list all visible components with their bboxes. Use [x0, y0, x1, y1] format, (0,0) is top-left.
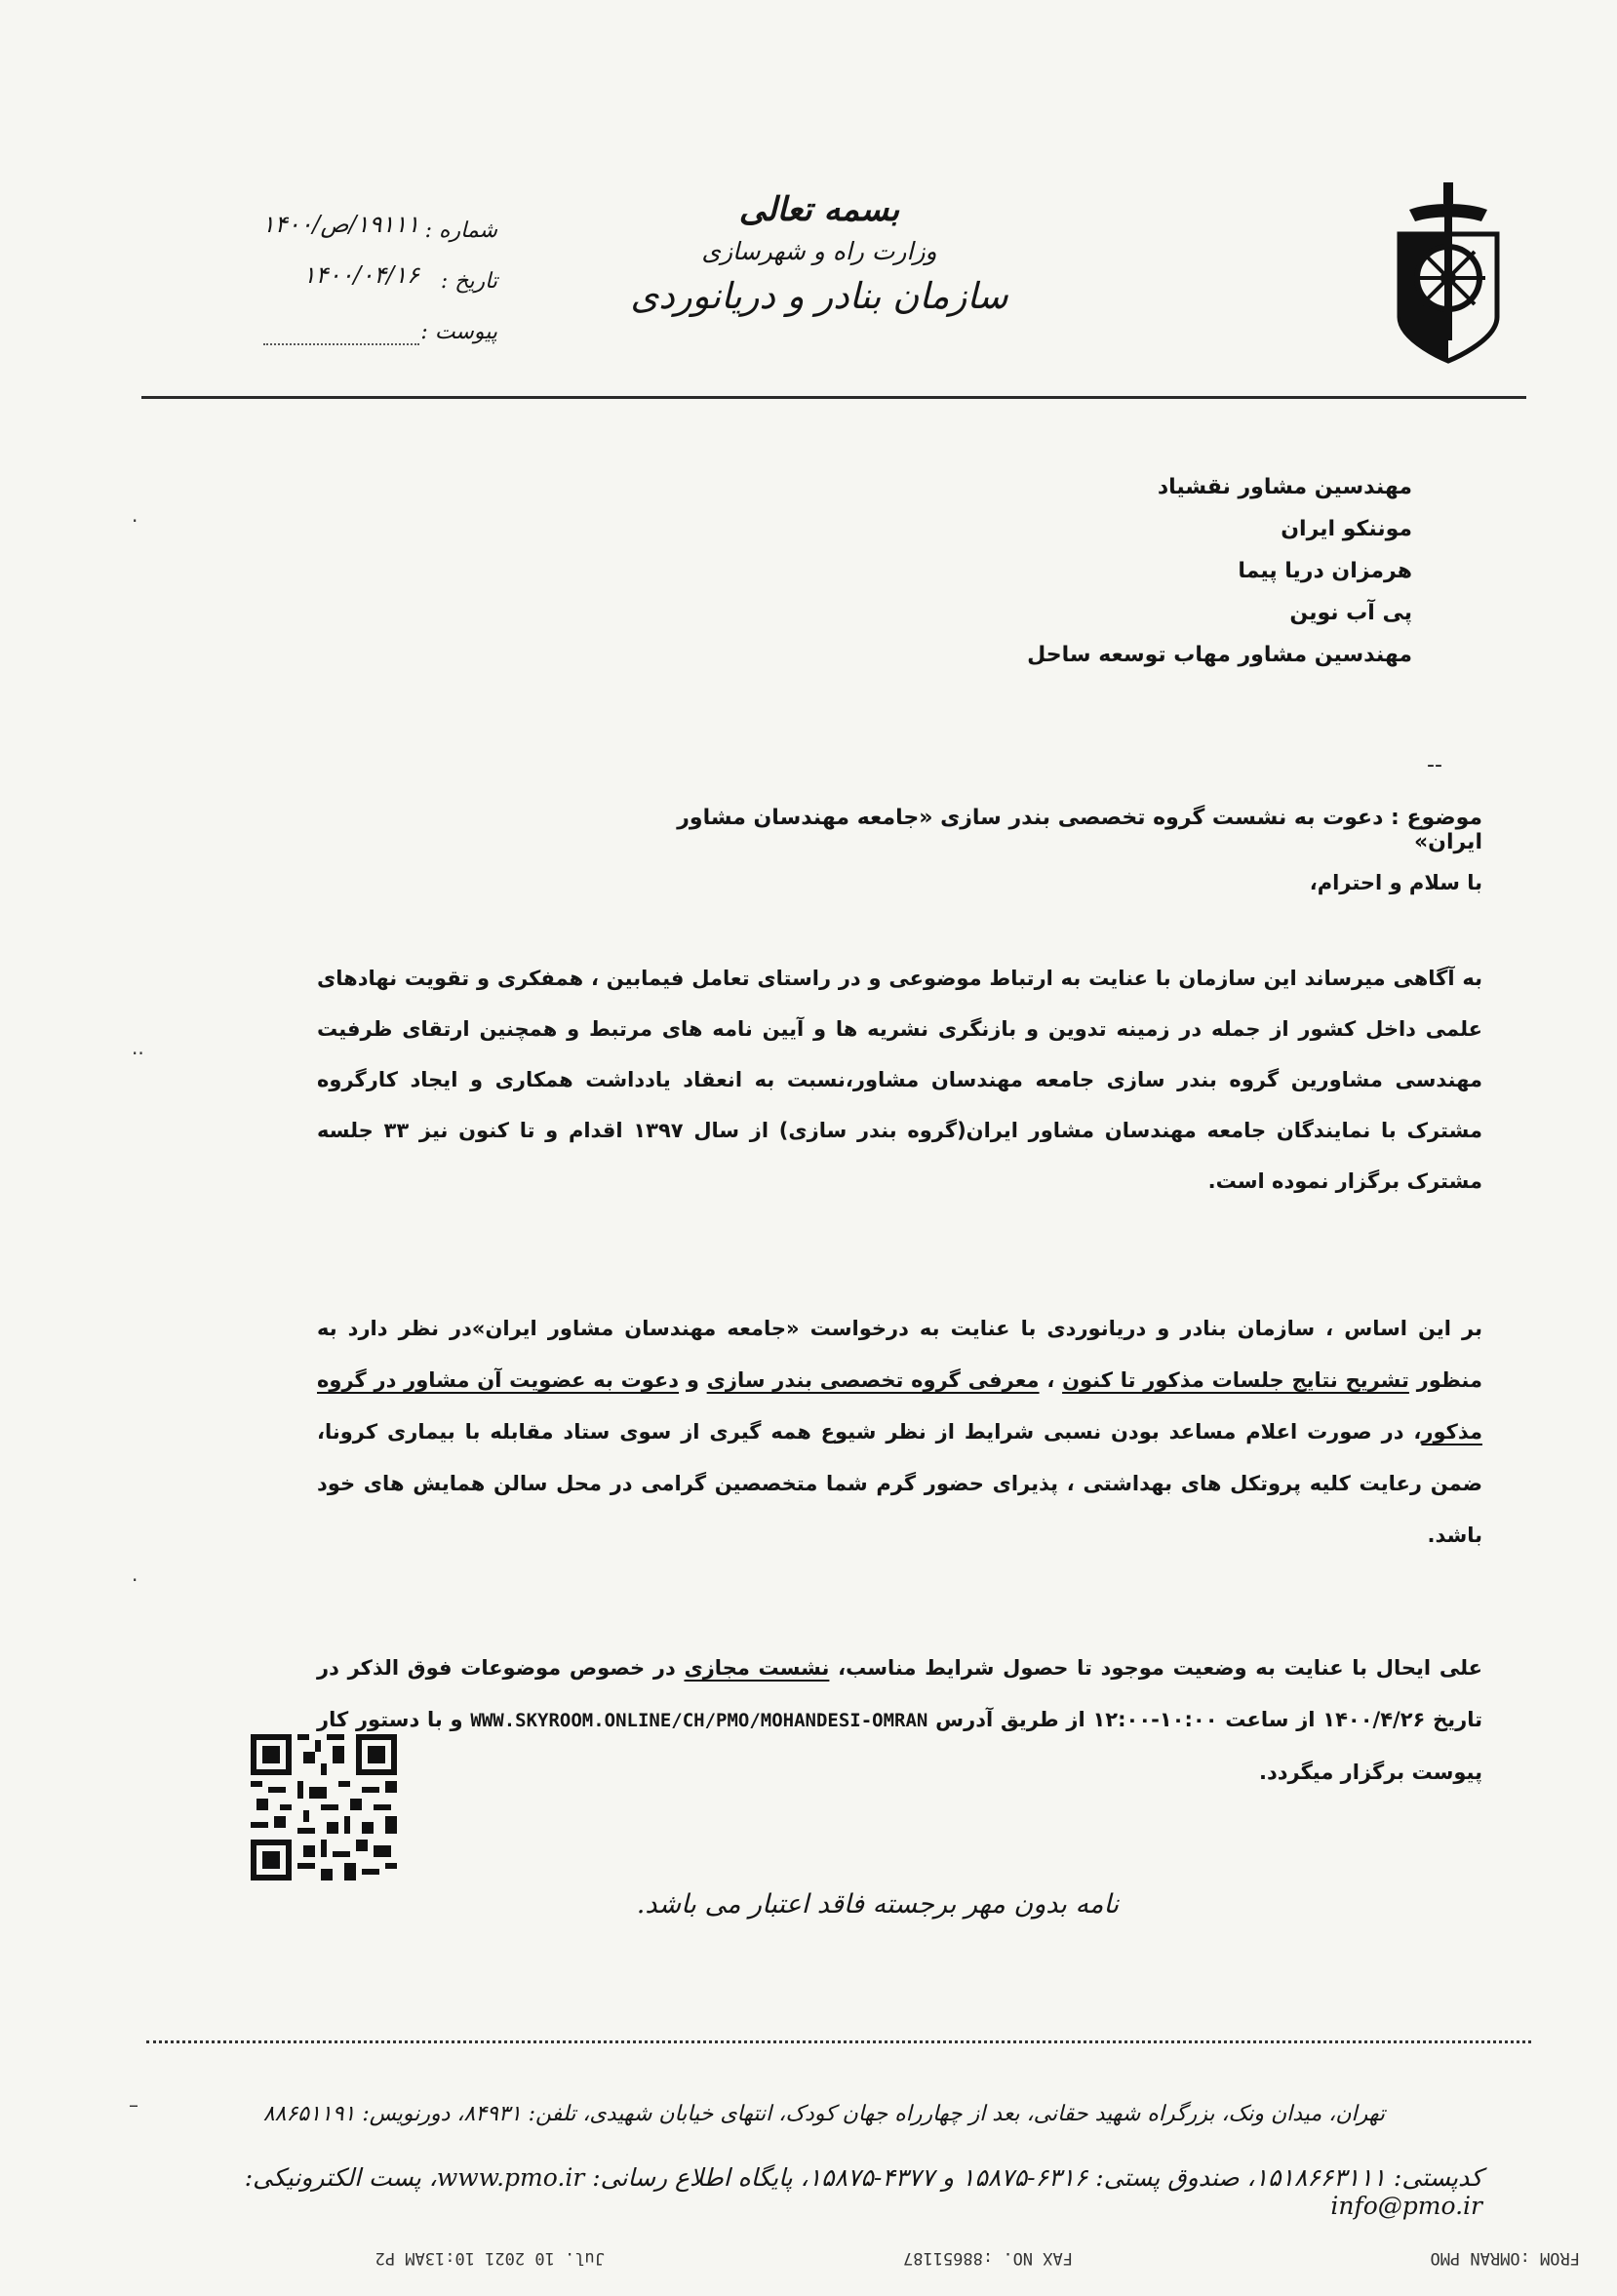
recipient-item: مهندسین مشاور مهاب توسعه ساحل: [1027, 643, 1412, 667]
date-value: ۱۴۰۰/۰۴/۱۶: [302, 261, 419, 289]
number-label: شماره :: [424, 218, 497, 243]
recipient-item: مهندسین مشاور نقشیاد: [1157, 475, 1412, 499]
fax-from: FROM :OMRAN PMO: [1430, 2248, 1580, 2268]
greeting: با سلام و احترام،: [1309, 871, 1482, 894]
underlined-text: معرفی گروه تخصصی بندر سازی: [706, 1368, 1040, 1392]
date-row: [224, 257, 497, 308]
footer-address: تهران، میدان ونک، بزرگراه شهید حقانی، بعد از چهارراه جهان کودک، انتهای خیابان شهیدی، تلفن: ۸۴۹۳۱، دورنویس: ۸۸۶۵۱۱۹۱: [262, 2102, 1385, 2126]
separator-dash: --: [1427, 753, 1442, 777]
paragraph-text: علی ایحال با عنایت به وضعیت موجود تا حصول شرایط مناسب،: [829, 1656, 1482, 1680]
qr-code: [251, 1734, 397, 1880]
anchor-logo-icon: [1390, 180, 1507, 366]
paragraph-text: ، در صورت اعلام مساعد بودن نسبی شرایط از نظر شیوع همه گیری از سوی ستاد مقابله با بیماری کرونا، ضمن رعایت کلیه پروتکل های بهداشتی ، پذیرای حضور گرم شما متخصصین گرامی در محل سالن همایش های خود باشد.: [317, 1420, 1482, 1547]
binder-mark: –: [129, 2093, 138, 2117]
ministry-name: وزارت راه و شهرسازی: [701, 237, 937, 265]
fax-date: Jul. 10 2021 10:13AM P2: [375, 2248, 605, 2268]
bismillah: بسمه تعالی: [738, 190, 900, 229]
meeting-url: WWW.SKYROOM.ONLINE/CH/PMO/MOHANDESI-OMRAN: [470, 1710, 928, 1731]
paragraph-text: ،: [1039, 1368, 1063, 1392]
attachment-dots: [263, 343, 419, 345]
underlined-text: تشریح نتایج جلسات مذکور تا کنون: [1062, 1368, 1409, 1392]
binder-mark: ·: [132, 509, 138, 533]
footer-divider: [146, 2040, 1531, 2043]
fax-number: FAX NO. :88651187: [903, 2248, 1073, 2268]
body-paragraph-2: [317, 1303, 1482, 1562]
footer-contact: کدپستی: ۱۵۱۸۶۶۳۱۱۱، صندوق پستی: ۶۳۱۶-۱۵۸۷۵ و ۴۳۷۷-۱۵۸۷۵، پایگاه اطلاع رسانی: www.pmo.ir، پست الکترونیکی: info@pmo.ir: [244, 2163, 1482, 2220]
attachment-label: پیوست :: [420, 320, 497, 344]
date-label: تاریخ :: [440, 269, 497, 294]
binder-mark: ··: [132, 1042, 144, 1065]
body-paragraph-1: به آگاهی میرساند این سازمان با عنایت به ارتباط موضوعی و در راستای تعامل فیمابین ، همفکری و تقویت نهادهای علمی داخل کشور از جمله در زمینه تدوین و بازنگری نشریه ها و آیین نامه های مرتبط و همچنین ارتقای ظرفیت مهندسی مشاورین گروه بندر سازی جامعه مهندسان مشاور،نسبت به انعقاد یادداشت همکاری و ایجاد کارگروه مشترک با نمایندگان جامعه مهندسان مشاور ایران(گروه بندر سازی) از سال ۱۳۹۷ اقدام و تا کنون نیز ۳۳ جلسه مشترک برگزار نموده است.: [317, 967, 1482, 1193]
letter-meta: [224, 207, 497, 359]
number-row: [224, 207, 497, 257]
paragraph-text: و: [679, 1368, 707, 1392]
recipient-item: پی آب نوین: [1289, 601, 1412, 625]
attachment-row: [224, 308, 497, 359]
binder-mark: ·: [132, 1568, 138, 1592]
letterhead-title: [605, 190, 1034, 317]
underlined-text: نشست مجازی: [684, 1656, 830, 1680]
subject-line: موضوع : دعوت به نشست گروه تخصصی بندر سازی «جامعه مهندسان مشاور ایران»: [677, 806, 1482, 854]
paragraph-text: بر این اساس ، سازمان بنادر و دریانوردی با عنایت به درخواست «جامعه مهندسان مشاور ایران»در نظر دارد به منظور: [317, 1317, 1482, 1392]
stamp-notice: نامه بدون مهر برجسته فاقد اعتبار می باشد.: [636, 1889, 1120, 1920]
header-divider: [141, 396, 1526, 399]
recipient-item: موننکو ایران: [1281, 517, 1412, 541]
number-value: ۱۹۱۱۱/ص/۱۴۰۰: [261, 211, 419, 238]
fax-header: [195, 2237, 1580, 2276]
recipient-item: هرمزان دریا پیما: [1238, 559, 1412, 583]
recipients-list: [878, 466, 1412, 676]
paragraph-text: در خصوص موضوعات فوق الذکر در تاریخ ۱۴۰۰/۴/۲۶ از ساعت ۱۰:۰۰-۱۲:۰۰ از طریق آدرس: [317, 1656, 1482, 1731]
organization-name: سازمان بنادر و دریانوردی: [630, 275, 1008, 317]
underlined-text: دعوت به عضویت آن مشاور در گروه مذکور: [317, 1368, 1482, 1444]
paragraph-text: و با دستور کار پیوست برگزار میگردد.: [317, 1708, 1482, 1784]
body-paragraph-3: [317, 1643, 1482, 1799]
